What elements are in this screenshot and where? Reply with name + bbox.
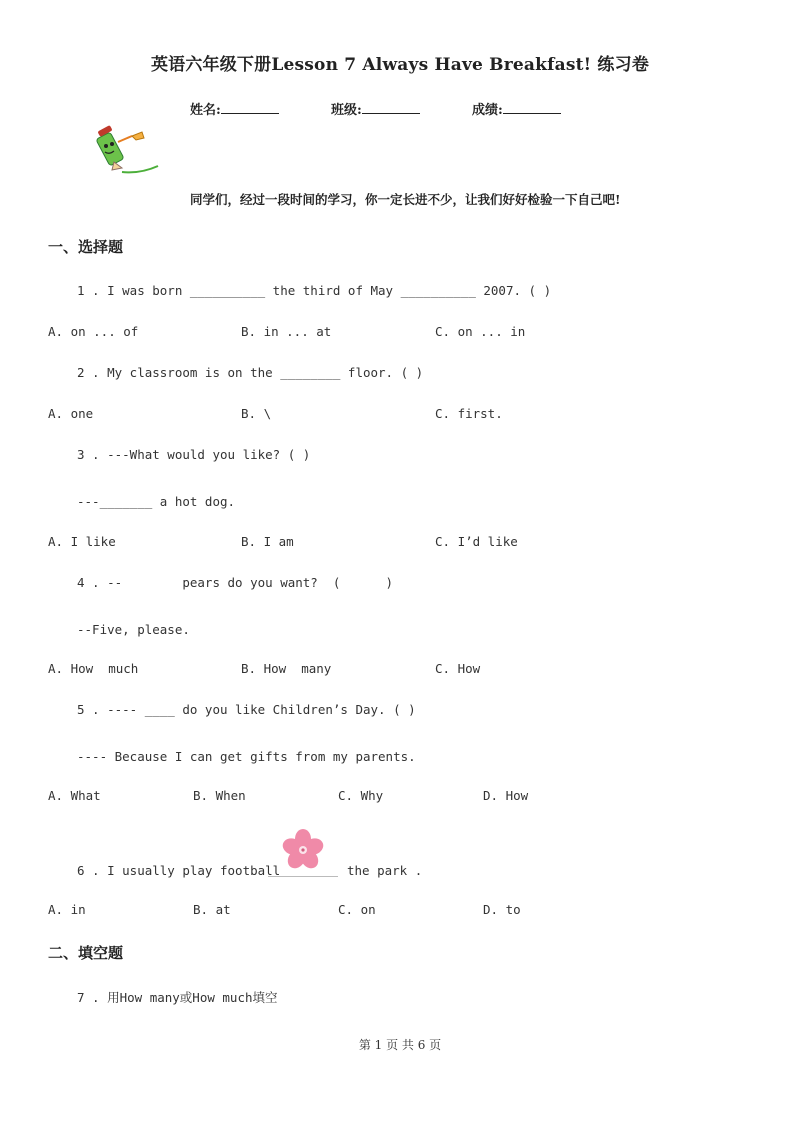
section-choice: 一、选择题 xyxy=(48,238,124,256)
score-field xyxy=(472,99,561,118)
q5-option-d[interactable]: D. How xyxy=(483,788,529,803)
question-6-pre: 6 . I usually play football xyxy=(77,863,281,878)
q5-option-c[interactable]: C. Why xyxy=(338,788,384,803)
question-1: 1 . I was born __________ the third of May __________ 2007. ( ) xyxy=(77,283,552,298)
class-label: 班级: xyxy=(331,103,362,118)
greeting-text: 同学们，经过一段时间的学习，你一定长进不少，让我们好好检验一下自己吧! xyxy=(190,192,621,207)
q6-option-c[interactable]: C. on xyxy=(338,902,376,917)
question-3-line2: ---_______ a hot dog. xyxy=(77,494,236,509)
score-blank[interactable] xyxy=(503,101,561,114)
question-5-line2: ---- Because I can get gifts from my parents. xyxy=(77,749,416,764)
q6-option-b[interactable]: B. at xyxy=(193,902,231,917)
q2-option-b[interactable]: B. \ xyxy=(241,406,272,421)
q5-option-b[interactable]: B. When xyxy=(193,788,246,803)
flower-icon xyxy=(280,827,326,873)
q3-option-b[interactable]: B. I am xyxy=(241,534,294,549)
q2-option-a[interactable]: A. one xyxy=(48,406,94,421)
question-3: 3 . ---What would you like? ( ) xyxy=(77,447,311,462)
page-title: 英语六年级下册Lesson 7 Always Have Breakfast! 练习卷 xyxy=(150,55,650,75)
name-field xyxy=(190,99,279,118)
name-blank[interactable] xyxy=(221,101,279,114)
q1-option-c[interactable]: C. on ... in xyxy=(435,324,526,339)
score-label: 成绩: xyxy=(472,103,503,118)
name-label: 姓名: xyxy=(190,103,221,118)
question-6-blank[interactable] xyxy=(268,876,338,877)
question-6-post: the park . xyxy=(347,863,423,878)
q4-option-b[interactable]: B. How many xyxy=(241,661,332,676)
question-7: 7 . 用How many或How much填空 xyxy=(77,990,278,1005)
q1-option-a[interactable]: A. on ... of xyxy=(48,324,139,339)
q4-option-c[interactable]: C. How xyxy=(435,661,481,676)
q3-option-c[interactable]: C. I’d like xyxy=(435,534,518,549)
section-fill: 二、填空题 xyxy=(48,944,124,962)
q5-option-a[interactable]: A. What xyxy=(48,788,101,803)
pencil-mascot-icon xyxy=(92,124,162,176)
q3-option-a[interactable]: A. I like xyxy=(48,534,116,549)
page-footer: 第 1 页 共 6 页 xyxy=(358,1038,442,1052)
q6-option-a[interactable]: A. in xyxy=(48,902,86,917)
question-4-line2: --Five, please. xyxy=(77,622,190,637)
q4-option-a[interactable]: A. How much xyxy=(48,661,139,676)
question-5: 5 . ---- ____ do you like Children’s Day. ( ) xyxy=(77,702,416,717)
question-4: 4 . -- pears do you want? ( ) xyxy=(77,575,394,590)
class-blank[interactable] xyxy=(362,101,420,114)
class-field xyxy=(331,99,420,118)
q1-option-b[interactable]: B. in ... at xyxy=(241,324,332,339)
question-2: 2 . My classroom is on the ________ floor. ( ) xyxy=(77,365,424,380)
q6-option-d[interactable]: D. to xyxy=(483,902,521,917)
q2-option-c[interactable]: C. first. xyxy=(435,406,503,421)
